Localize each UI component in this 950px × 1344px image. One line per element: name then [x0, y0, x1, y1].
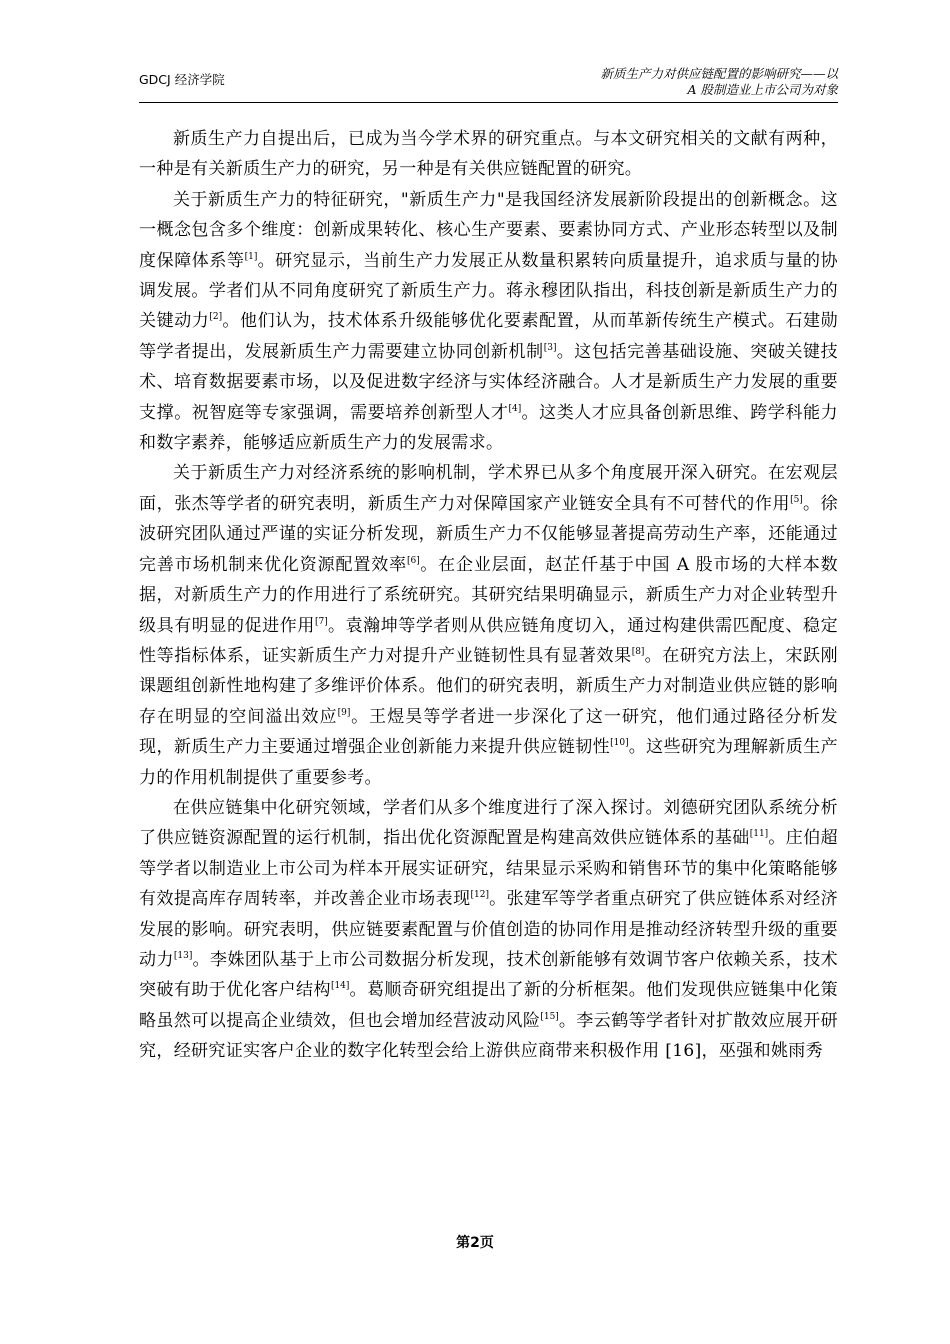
- paragraph-text: 。研究显示，当前生产力发展正从数量积累转向质量提升，追求质与量的协调发展。学者们从不同角度研究了新质生产力。蒋永穆团队指出，科技创新是新质生产力的关键动力: [139, 250, 838, 332]
- paragraph-text: 。王煜昊等学者进一步深化了这一研究，他们通过路径分析发现，新质生产力主要通过增强企业创新能力来提升供应链韧性: [139, 706, 838, 758]
- paragraph-text: 。这包括完善基础设施、突破关键技术、培育数据要素市场，以及促进数字经济与实体经济融合。人才是新质生产力发展的重要支撑。祝智庭等专家强调，需要培养创新型人才: [139, 341, 838, 423]
- paragraph-text: 。李云鹤等学者针对扩散效应展开研究，经研究证实客户企业的数字化转型会给上游供应商带来积极作用 [16]，巫强和姚雨秀: [139, 1010, 838, 1062]
- citation-marker: [13]: [173, 950, 193, 961]
- citation-marker: [12]: [470, 890, 490, 901]
- citation-marker: [6]: [407, 555, 420, 566]
- header-title-line-2: A 股制造业上市公司为对象: [687, 82, 838, 97]
- paragraph-text: 。张建军等学者重点研究了供应链体系对经济发展的影响。研究表明，供应链要素配置与价值创造的协同作用是推动经济转型升级的重要动力: [139, 889, 838, 970]
- paragraph-text: 新质生产力自提出后，已成为当今学术界的研究重点。与本文研究相关的文献有两种，一种是有关新质生产力的研究，另一种是有关供应链配置的研究。: [139, 129, 838, 180]
- body-text: [139, 124, 838, 1067]
- paragraph-text: 。在研究方法上，宋跃刚课题组创新性地构建了多维评价体系。他们的研究表明，新质生产力对制造业供应链的影响存在明显的空间溢出效应: [139, 645, 838, 727]
- paragraph-text: 在供应链集中化研究领域，学者们从多个维度进行了深入探讨。刘德研究团队系统分析了供应链资源配置的运行机制，指出优化资源配置是构建高效供应链体系的基础: [139, 797, 838, 849]
- paragraph-text: 。袁瀚坤等学者则从供应链角度切入，通过构建供需匹配度、稳定性等指标体系，证实新质生产力对提升产业链韧性具有显著效果: [139, 615, 839, 666]
- paragraph-text: 。庄伯超等学者以制造业上市公司为样本开展实证研究，结果显示采购和销售环节的集中化策略能够有效提高库存周转率，并改善企业市场表现: [139, 828, 838, 910]
- citation-marker: [14]: [330, 981, 350, 992]
- header-school-name: GDCJ 经济学院: [139, 72, 225, 87]
- citation-marker: [9]: [337, 707, 351, 718]
- header-paper-title: [600, 66, 838, 98]
- citation-marker: [11]: [749, 829, 769, 840]
- page-header: [139, 62, 838, 103]
- citation-marker: [15]: [540, 1011, 559, 1022]
- paragraph-text: 。这些研究为理解新质生产力的作用机制提供了重要参考。: [139, 737, 838, 788]
- citation-marker: [1]: [244, 251, 258, 262]
- paragraph-text: 。他们认为，技术体系升级能够优化要素配置，从而革新传统生产模式。石建勋等学者提出，发展新质生产力需要建立协同创新机制: [139, 311, 838, 362]
- citation-marker: [2]: [209, 312, 223, 323]
- paragraph-text: 。徐波研究团队通过严谨的实证分析发现，新质生产力不仅能够显著提高劳动生产率，还能通过完善市场机制来优化资源配置效率: [139, 493, 839, 575]
- paragraph: [139, 124, 838, 185]
- paragraph-text: 。在企业层面，赵芷仟基于中国 A 股市场的大样本数据，对新质生产力的作用进行了系统研究。其研究结果明确显示，新质生产力对企业转型升级具有明显的促进作用: [139, 554, 839, 636]
- paragraph-text: 。这类人才应具备创新思维、跨学科能力和数字素养，能够适应新质生产力的发展需求。: [139, 402, 838, 454]
- header-title-line-1: 新质生产力对供应链配置的影响研究——以: [600, 66, 838, 81]
- paragraph-text: 。李姝团队基于上市公司数据分析发现，技术创新能够有效调节客户依赖关系，技术突破有助于优化客户结构: [139, 949, 839, 1001]
- paragraph: [139, 793, 838, 1067]
- citation-marker: [10]: [610, 738, 629, 749]
- paragraph: [139, 185, 838, 459]
- paragraph: [139, 458, 838, 792]
- paragraph-text: 关于新质生产力对经济系统的影响机制，学术界已从多个角度展开深入研究。在宏观层面，张杰等学者的研究表明，新质生产力对保障国家产业链安全具有不可替代的作用: [139, 463, 838, 514]
- page-number: 第2页: [456, 1235, 494, 1251]
- paragraph-text: 。葛顺奇研究组提出了新的分析框架。他们发现供应链集中化策略虽然可以提高企业绩效，但也会增加经营波动风险: [139, 980, 838, 1031]
- paragraph-text: 关于新质生产力的特征研究，"新质生产力"是我国经济发展新阶段提出的创新概念。这一概念包含多个维度：创新成果转化、核心生产要素、要素协同方式、产业形态转型以及制度保障体系等: [139, 189, 838, 271]
- citation-marker: [7]: [314, 616, 328, 627]
- citation-marker: [4]: [508, 403, 522, 414]
- citation-marker: [3]: [543, 342, 557, 353]
- citation-marker: [8]: [631, 646, 645, 657]
- citation-marker: [5]: [790, 494, 803, 505]
